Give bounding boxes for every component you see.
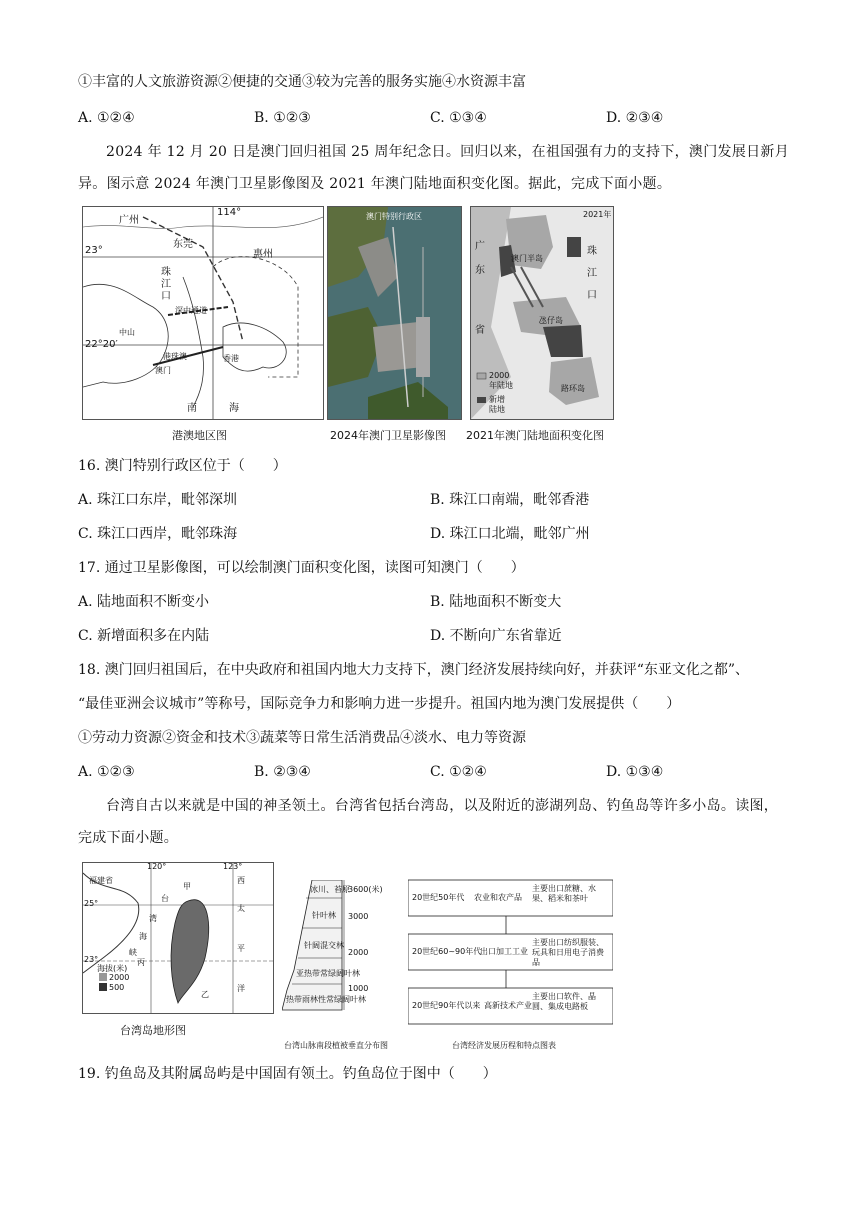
q16-option-b[interactable]: B. 珠江口南端，毗邻香港 [430,492,590,508]
label-zhujiangkou: 珠江口 [161,267,171,302]
q15-items: ①丰富的人文旅游资源②便捷的交通③较为完善的服务实施④水资源丰富 [78,74,526,90]
label-sheng: 省 [475,325,485,336]
taiwan-intro: 台湾自古以来就是中国的神圣领土。台湾省包括台湾岛，以及附近的澎湖列岛、钓鱼岛等许多小岛。读图，完成下面小题。 [78,798,779,846]
veg-2000: 2000 [348,948,369,957]
caption-economy: 台湾经济发展历程和特点图表 [452,1041,556,1050]
veg-zone-1: 针叶林 [312,911,336,920]
q17-option-b[interactable]: B. 陆地面积不断变大 [430,594,562,610]
taiwan-legend-2000: 2000 [109,973,130,982]
label-coloane: 路环岛 [561,384,585,393]
econ-desc-1: 主要出口蔗糖、水果、稻米和茶叶 [532,884,596,903]
econ-desc-3: 主要出口软件、晶圆、集成电路板 [532,992,596,1011]
q18-items: ①劳动力资源②资金和技术③蔬菜等日常生活消费品④淡水、电力等资源 [78,730,526,746]
label-lon120: 120° [147,862,167,871]
legend-old: 2000年陆地 [489,371,513,390]
econ-ind-1: 农业和农产品 [474,893,522,902]
label-river: 珠江口 [587,246,597,301]
q18-option-d[interactable]: D. ①③④ [606,764,664,780]
q18-option-b[interactable]: B. ②③④ [254,764,311,780]
econ-era-3: 20世纪90年代以来 [412,1001,481,1010]
econ-ind-3: 高新技术产业 [484,1001,532,1010]
label-nan: 南 [187,403,197,414]
econ-desc-2: 主要出口纺织服装、玩具和日用电子消费品 [532,938,604,967]
caption-satellite: 2024年澳门卫星影像图 [330,429,446,442]
veg-zone-2: 针阔混交林 [304,941,344,950]
q18-option-c[interactable]: C. ①②④ [430,764,487,780]
label-tai2: 太 [237,904,245,913]
q17-option-a[interactable]: A. 陆地面积不断变小 [78,594,210,610]
label-lat23: 23° [85,245,103,256]
label-gangzhuao: 港珠澳 [163,352,187,361]
label-aomen: 澳门 [155,366,171,375]
q16-option-a[interactable]: A. 珠江口东岸，毗邻深圳 [78,492,238,508]
label-lat2220: 22°20′ [85,339,118,350]
caption-vegetation: 台湾山脉南段植被垂直分布图 [284,1041,388,1050]
veg-unit: 3600(米) [348,885,383,894]
label-shenzhong: 深中通道 [175,306,207,315]
label-huizhou: 惠州 [253,249,273,260]
label-dongguan: 东莞 [173,239,193,250]
macau-intro: 2024 年 12 月 20 日是澳门回归祖国 25 周年纪念日。回归以来，在祖国强有力的支持下，澳门发展日新月异。图示意 2024 年澳门卫星影像图及 2021 年澳门陆地面积变化图。据此，完成下面小题。 [78,144,790,192]
veg-3000: 3000 [348,912,369,921]
label-xianggang: 香港 [223,354,239,363]
economy-chart [408,876,613,1036]
caption-map: 港澳地区图 [172,429,227,442]
satellite-image [327,206,462,420]
veg-top: 冰川、苔原 [310,885,350,894]
satellite-drawing [328,207,461,419]
label-guang: 广 [475,241,485,252]
satellite-label: 澳门特别行政区 [366,212,422,221]
label-lon114: 114° [217,207,242,218]
veg-zone-4: 热带雨林性常绿阔叶林 [286,995,366,1004]
label-yang: 洋 [237,984,245,993]
label-dong: 东 [475,265,485,276]
change-year: 2021年 [583,210,612,219]
label-xia: 峡 [129,948,137,957]
q16-option-c[interactable]: C. 珠江口西岸，毗邻珠海 [78,526,238,542]
q18-stem-2: “最佳亚洲会议城市”等称号，国际竞争力和影响力进一步提升。祖国内地为澳门发展提供（ ） [78,696,681,712]
label-hai: 海 [139,932,147,941]
hk-macau-map [82,206,324,420]
label-macau-peninsula: 澳门半岛 [511,254,543,263]
label-hai: 海 [229,403,239,414]
label-guangzhou: 广州 [119,215,139,226]
legend-new: 新增陆地 [489,395,505,414]
land-change-map [470,206,614,420]
label-xi: 西 [237,876,245,885]
caption-change: 2021年澳门陆地面积变化图 [466,429,604,442]
veg-1000: 1000 [348,984,369,993]
label-taipa: 氹仔岛 [539,316,563,325]
q18-option-a[interactable]: A. ①②③ [78,764,135,780]
veg-zone-3: 亚热带常绿阔叶林 [296,969,360,978]
q19-stem: 19. 钓鱼岛及其附属岛屿是中国固有领土。钓鱼岛位于图中（ ） [78,1066,497,1082]
label-fujian: 福建省 [89,876,113,885]
label-ping: 平 [237,944,245,953]
q18-stem-1: 18. 澳门回归祖国后，在中央政府和祖国内地大力支持下，澳门经济发展持续向好，并获评“东亚文化之都”、 [78,662,750,678]
q17-option-c[interactable]: C. 新增面积多在内陆 [78,628,210,644]
label-zhongshan: 中山 [119,328,135,337]
q15-option-a[interactable]: A. ①②④ [78,110,135,126]
label-yi: 乙 [201,990,209,999]
q17-option-d[interactable]: D. 不断向广东省靠近 [430,628,562,644]
taiwan-legend-title: 海拔(米) [97,964,128,973]
q16-stem: 16. 澳门特别行政区位于（ ） [78,458,287,474]
q17-stem: 17. 通过卫星影像图，可以绘制澳门面积变化图，读图可知澳门（ ） [78,560,525,576]
label-bing: 丙 [137,958,145,967]
caption-taiwan-map: 台湾岛地形图 [120,1024,186,1037]
label-tai: 台 [161,894,169,903]
q16-option-d[interactable]: D. 珠江口北端，毗邻广州 [430,526,590,542]
econ-ind-2: 出口加工工业 [480,947,528,956]
q15-option-c[interactable]: C. ①③④ [430,110,487,126]
taiwan-map [82,862,274,1014]
q15-option-b[interactable]: B. ①②③ [254,110,311,126]
label-lat23: 23° [84,955,99,964]
econ-era-1: 20世纪50年代 [412,893,465,902]
econ-era-2: 20世纪60~90年代 [412,947,482,956]
label-lon123: 123° [223,862,243,871]
q15-option-d[interactable]: D. ②③④ [606,110,664,126]
taiwan-legend-500: 500 [109,983,125,992]
label-wan: 湾 [149,914,157,923]
label-jia: 甲 [183,882,191,891]
label-lat25: 25° [84,899,99,908]
vegetation-chart [282,880,402,1020]
